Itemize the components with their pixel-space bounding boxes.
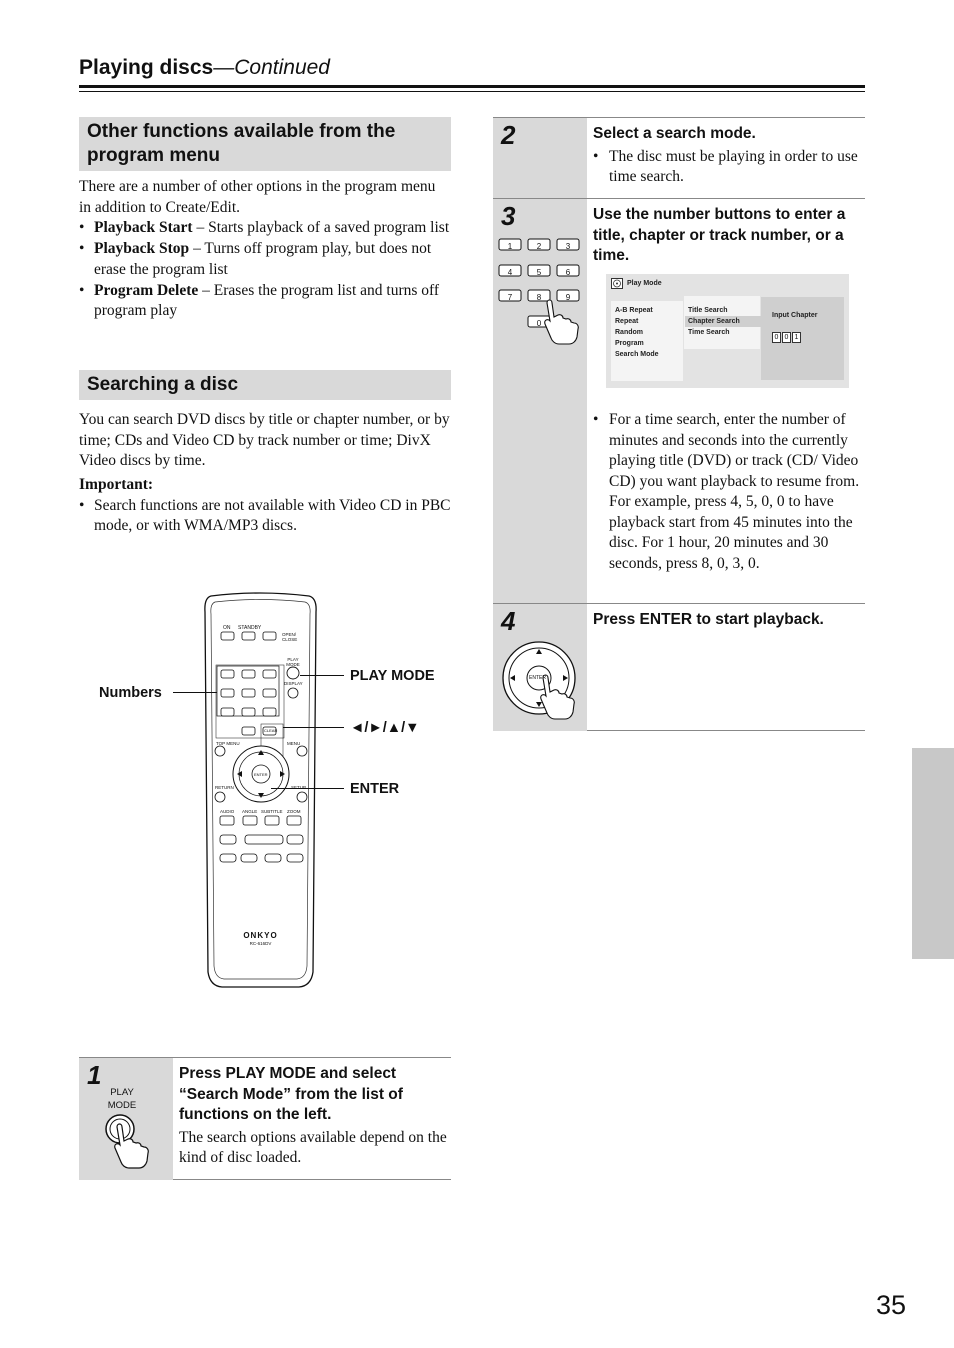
list-item-term: Playback Stop [94,240,190,258]
keypad-key-7: 7 [507,293,513,302]
step-3-title: Use the number buttons to enter a title, chapter or track number, or a time. [593,206,846,264]
remote-label-return: RETURN [215,785,234,790]
remote-label-audio: AUDIO [220,809,235,814]
step-3-number-panel [493,199,587,604]
keypad-key-2: 2 [536,242,542,251]
step-1-body: The search options available depend on the kind of disc loaded. [179,1128,447,1166]
step-1 [79,1057,451,1180]
page-title-main: Playing discs [79,56,214,79]
keypad-key-1: 1 [507,242,513,251]
step-number: 1 [87,1060,102,1090]
keypad-key-0: 0 [536,319,542,328]
step-3-body [593,410,861,574]
step-1-number-panel [79,1058,173,1180]
remote-label-on: ON [223,625,231,631]
step-1-title: Press PLAY MODE and select “Search Mode” from the list of functions on the left. [179,1065,403,1123]
important-item: • Search functions are not available with Video CD in PBC mode, or with WMA/MP3 discs. [79,496,451,537]
callout-numbers: Numbers [99,685,162,701]
searching-intro: You can search DVD discs by title or chapter number, or by time; CDs and Video CD by track number or time; DivX Video discs by time. [79,411,450,470]
input-digit: 0 [782,332,791,343]
input-digit: 0 [772,332,781,343]
step-3 [493,198,865,604]
play-mode-screen-title: Play Mode [627,280,662,287]
list-item-term: Program Delete [94,281,199,299]
chapter-side-tab [912,748,954,959]
list-item-desc: – Starts playback of a saved program list [192,219,450,237]
remote-model: RC-616DV [249,941,272,946]
step-3-content [593,205,863,267]
list-item [79,218,451,239]
input-chapter-label: Input Chapter [772,312,818,319]
header-rule-thick [79,85,865,88]
callout-play-mode: PLAY MODE [350,668,435,684]
menu-item-search-mode[interactable]: Search Mode [615,351,659,358]
program-menu-text [79,177,451,322]
menu-item-chapter-search[interactable]: Chapter Search [688,318,740,325]
step-3-bullet: • For a time search, enter the number of minutes and seconds into the currently playing title (DVD) or track (CD/ Video CD) you want playback to resume from. For example, press 4, 5, 0, 0 to have playback start from 45 minutes into the disc. For 1 hour, 20 minutes and 30 seconds, press 8, 0, 3, 0. [593,410,861,574]
remote-label-open-close: OPEN/ CLOSE [282,632,298,642]
menu-item-program[interactable]: Program [615,340,644,347]
list-item-desc: – Erases the program list and turns off program play [94,281,440,320]
keypad-key-8: 8 [536,293,542,302]
callout-line-enter [271,788,344,789]
play-mode-press-icon [103,1113,161,1169]
callout-line-play-mode [300,675,344,676]
remote-label-display: DISPLAY [284,681,303,686]
remote-brand-logo: ONKYO [243,931,278,940]
enter-icon-label: ENTER [529,675,546,681]
step-number: 4 [501,606,516,636]
step-4-title: Press ENTER to start playback. [593,611,824,628]
callout-line-numbers [173,692,217,693]
remote-label-clear: CLEAR [264,728,278,733]
keypad-key-6: 6 [565,268,571,277]
menu-item-time-search[interactable]: Time Search [688,329,730,336]
play-mode-icon-label: PLAY MODE [107,1087,137,1111]
list-item-term: Playback Start [94,219,193,237]
remote-label-subtitle: SUBTITLE [261,809,283,814]
disc-icon [611,278,623,289]
important-label: Important: [79,476,154,493]
section-heading-searching: Searching a disc [79,370,451,400]
menu-item-repeat[interactable]: Repeat [615,318,639,325]
remote-label-top-menu: TOP MENU [216,741,240,746]
step-2 [493,117,865,199]
keypad-key-5: 5 [536,268,542,277]
remote-label-play-mode: PLAY MODE [286,657,300,667]
page-title-continued: —Continued [213,56,330,79]
step-1-content [179,1064,451,1169]
remote-control-illustration [203,592,318,990]
program-menu-intro: There are a number of other options in the program menu in addition to Create/Edit. [79,178,436,216]
play-mode-screen [606,274,849,388]
menu-item-random[interactable]: Random [615,329,643,336]
callout-line-arrows [283,727,344,728]
step-2-title: Select a search mode. [593,125,756,142]
section-heading-program-menu: Other functions available from the program menu [79,117,451,171]
header-rule-thin [79,91,865,92]
step-2-content [593,124,863,188]
step-4 [493,603,865,731]
page-title [79,56,330,80]
menu-item-title-search[interactable]: Title Search [688,307,728,314]
number-keypad-icon [497,237,585,347]
step-4-content [593,610,863,631]
important-note [79,475,451,537]
callout-enter: ENTER [350,781,400,797]
page-number: 35 [876,1290,907,1320]
step-number: 2 [501,120,516,150]
remote-label-menu: MENU [287,741,301,746]
remote-label-standby: STANDBY [238,625,262,631]
callout-arrows: ◄/►/▲/▼ [350,720,420,736]
step-2-bullet: • The disc must be playing in order to use time search. [593,147,863,188]
input-chapter-field[interactable] [772,326,802,344]
input-digit: 1 [792,332,801,343]
remote-label-zoom: ZOOM [287,809,301,814]
list-item [79,281,451,322]
step-4-number-panel [493,604,587,731]
list-item-desc: – Turns off program play, but does not erase the program list [94,240,432,278]
list-item [79,239,451,280]
step-number: 3 [501,201,516,231]
keypad-key-9: 9 [565,293,571,302]
remote-label-angle: ANGLE [242,809,258,814]
step-2-number-panel [493,118,587,199]
keypad-key-4: 4 [507,268,513,277]
remote-label-enter: ENTER [254,772,268,777]
program-menu-list [79,218,451,322]
keypad-key-3: 3 [565,242,571,251]
menu-item-ab-repeat[interactable]: A-B Repeat [615,307,653,314]
